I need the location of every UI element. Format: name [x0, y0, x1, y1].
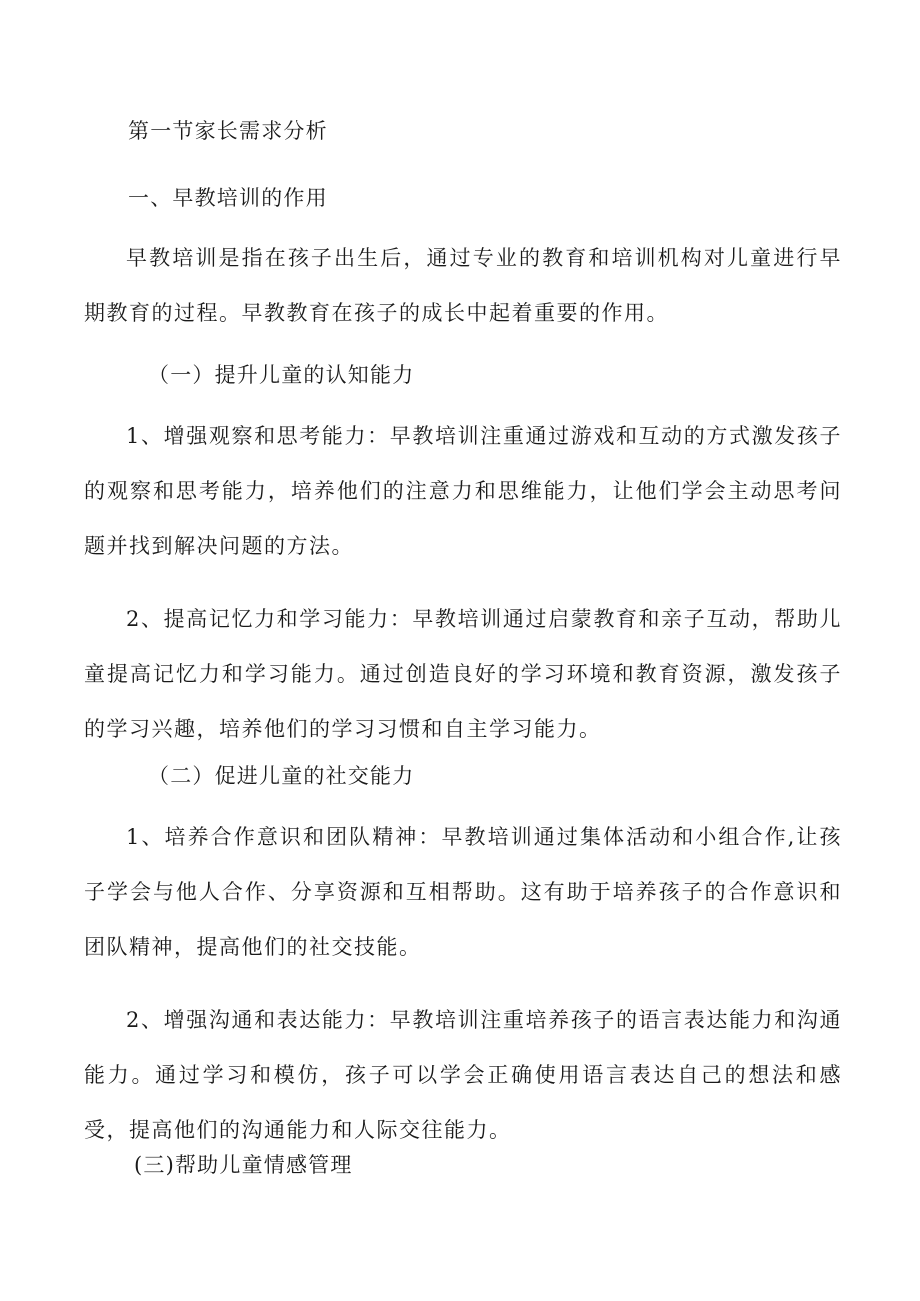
point-communication-expression: 2、增强沟通和表达能力：早教培训注重培养孩子的语言表达能力和沟通能力。通过学习和模仿，孩子可以学会正确使用语言表达自己的想法和感受，提高他们的沟通能力和人际交往能力。	[84, 1008, 842, 1142]
heading-early-education-role: 一、早教培训的作用	[128, 186, 328, 210]
sub-heading-social: （二）促进儿童的社交能力	[148, 764, 415, 788]
sub-heading-emotion: (三)帮助儿童情感管理	[134, 1153, 353, 1177]
section-title: 第一节家长需求分析	[128, 119, 328, 143]
point-observation-thinking: 1、增强观察和思考能力：早教培训注重通过游戏和互动的方式激发孩子的观察和思考能力，培养他们的注意力和思维能力，让他们学会主动思考问题并找到解决问题的方法。	[84, 424, 842, 558]
point-memory-learning: 2、提高记忆力和学习能力：早教培训通过启蒙教育和亲子互动，帮助儿童提高记忆力和学习能力。通过创造良好的学习环境和教育资源，激发孩子的学习兴趣，培养他们的学习习惯和自主学习能力。	[84, 607, 842, 741]
intro-paragraph: 早教培训是指在孩子出生后，通过专业的教育和培训机构对儿童进行早期教育的过程。早教教育在孩子的成长中起着重要的作用。	[84, 246, 842, 325]
point-cooperation-teamwork: 1、培养合作意识和团队精神：早教培训通过集体活动和小组合作,让孩子学会与他人合作、分享资源和互相帮助。这有助于培养孩子的合作意识和团队精神，提高他们的社交技能。	[84, 825, 842, 959]
sub-heading-cognitive: （一）提升儿童的认知能力	[148, 363, 415, 387]
